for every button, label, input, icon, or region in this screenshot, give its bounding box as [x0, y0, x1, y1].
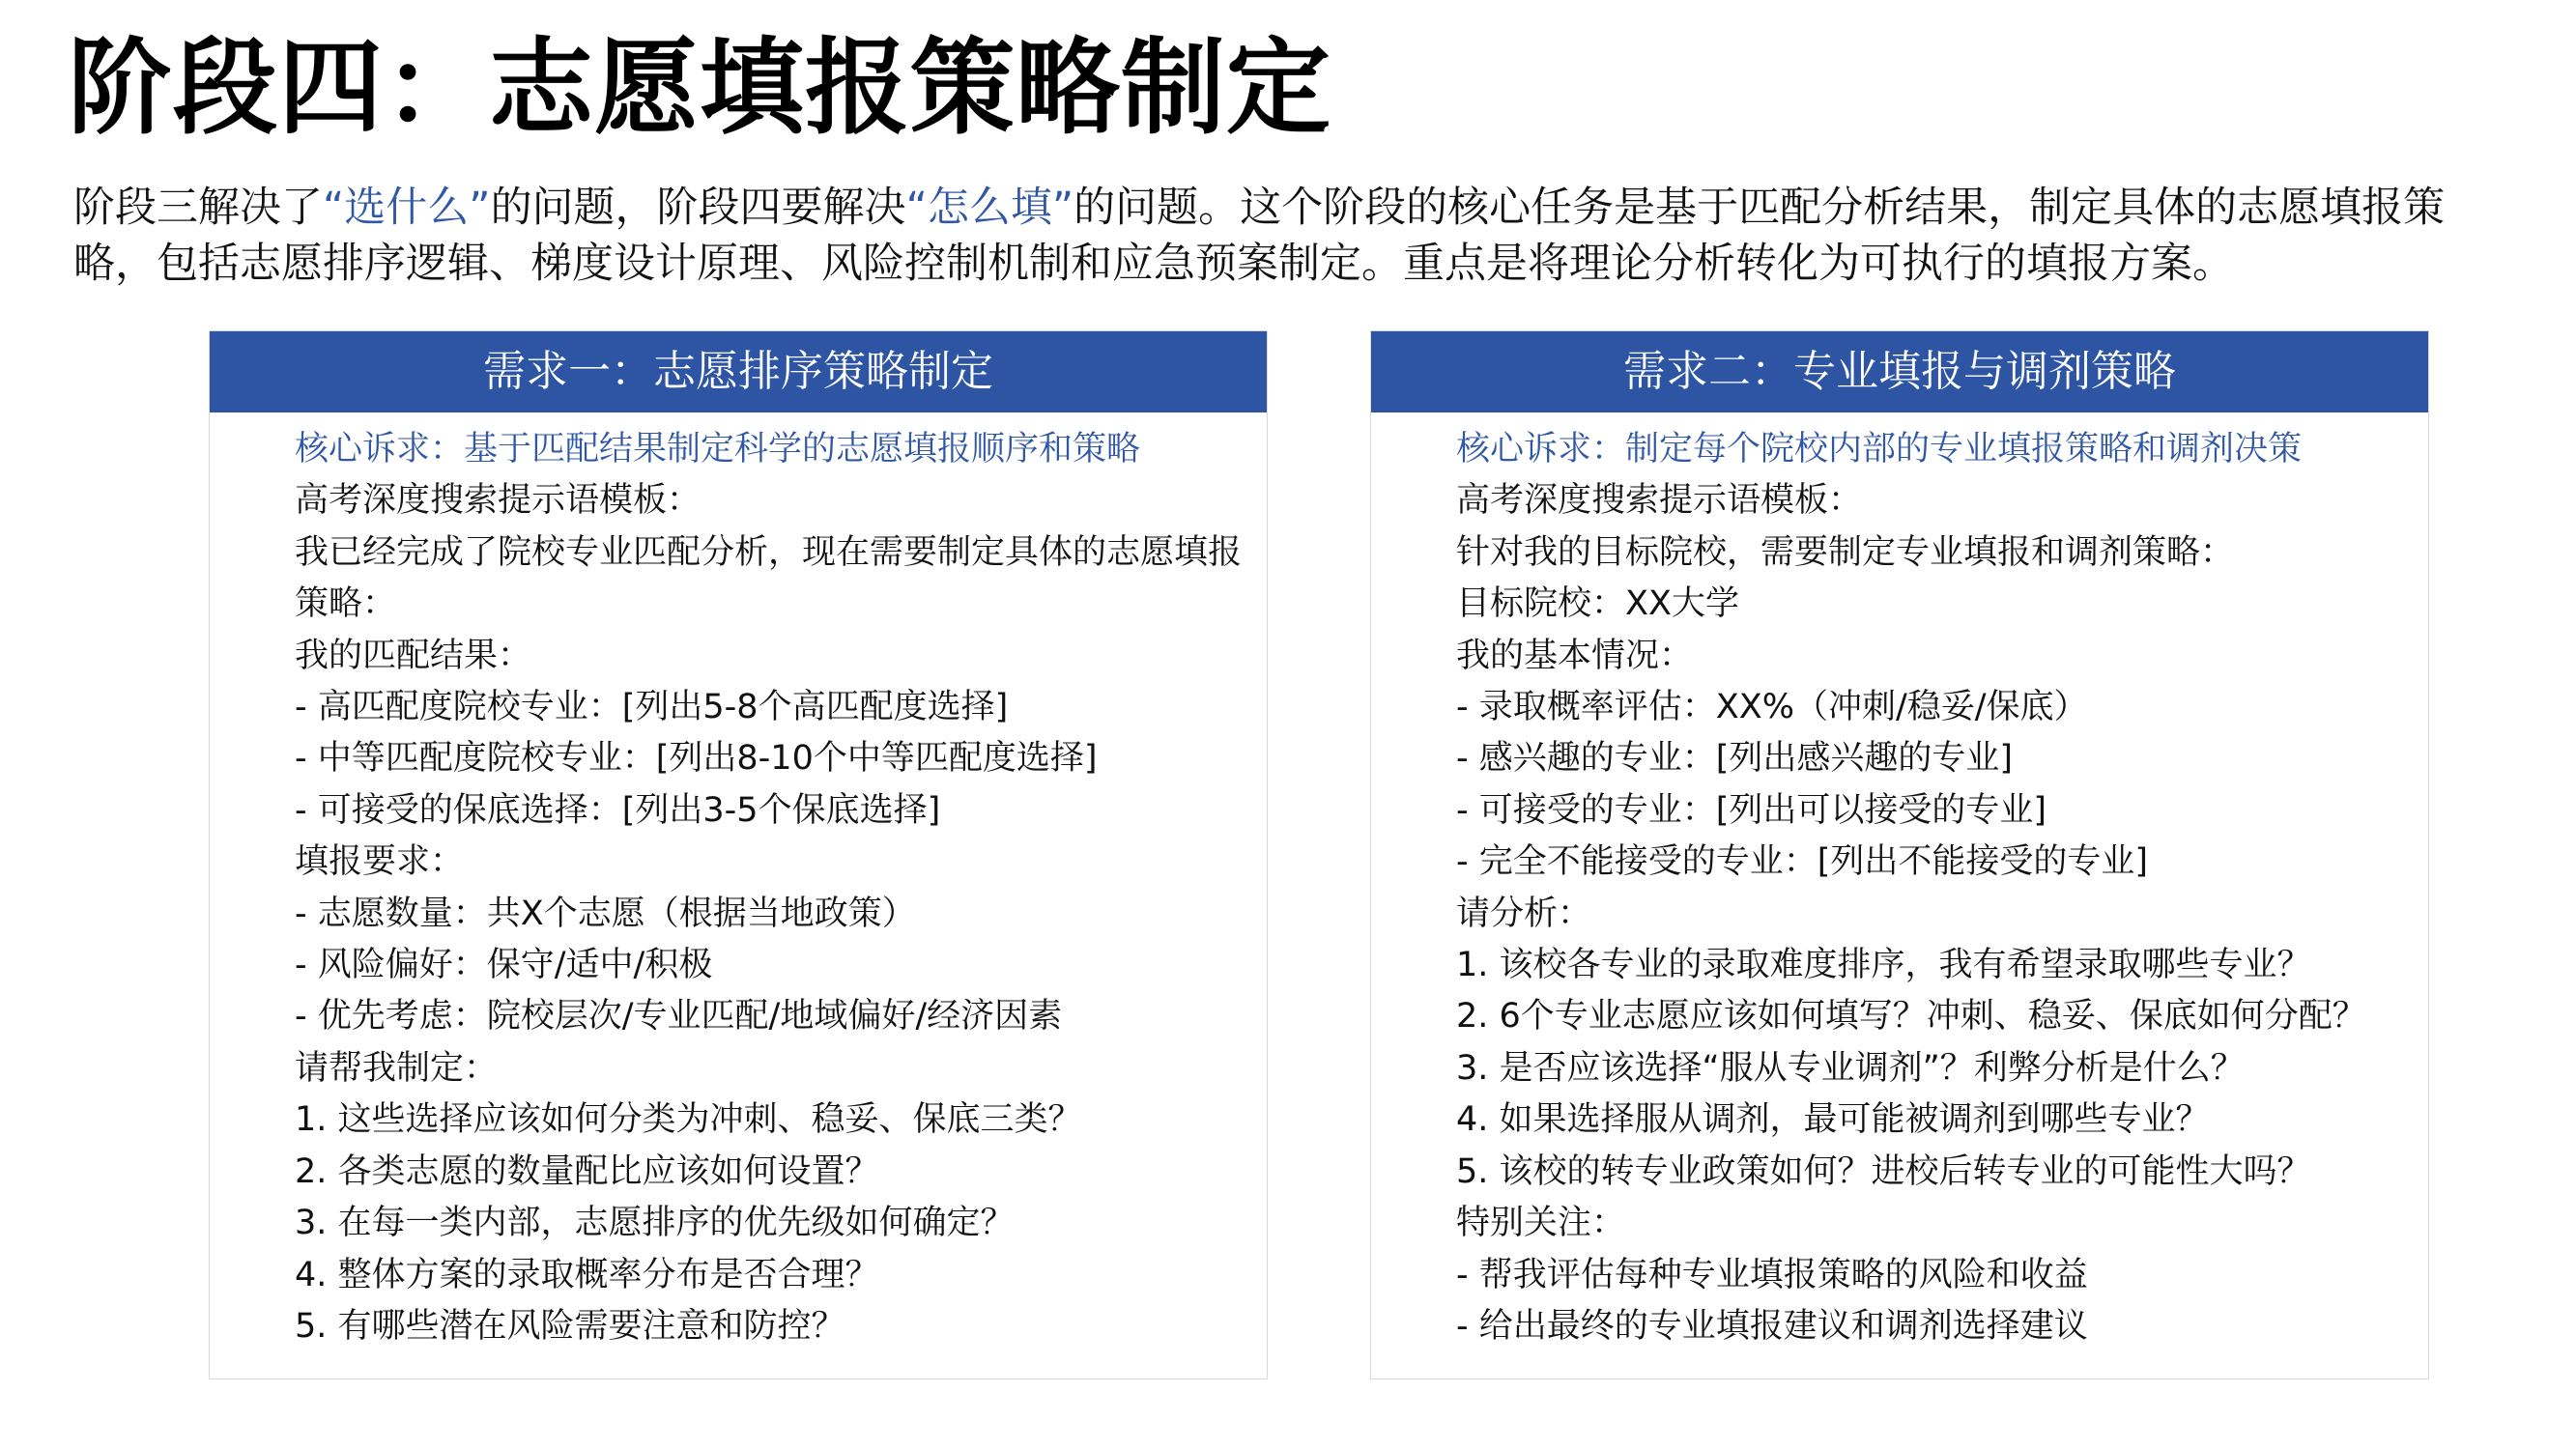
- list-item: - 录取概率评估：XX%（冲刺/稳妥/保底）: [1456, 688, 2088, 727]
- prompt-line: 针对我的目标院校，需要制定专业填报和调剂策略：: [1456, 532, 2235, 572]
- section-heading: 我的基本情况：: [1456, 636, 1694, 675]
- intro-text-3: 的问题。这个阶段的核心任务是基于匹配分析结果，制定具体的志愿填报策略，包括志愿排序逻辑、梯度设计原理、风险控制机制和应急预案制定。重点是将理论分析转化为可执行的填报方案。: [73, 184, 2446, 288]
- list-item: - 帮我评估每种专业填报策略的风险和收益: [1456, 1255, 2088, 1294]
- intro-text-1: 阶段三解决了: [73, 184, 323, 232]
- section-heading: 请帮我制定：: [295, 1048, 499, 1088]
- list-item: 1. 该校各专业的录取难度排序，我有希望录取哪些专业？: [1456, 946, 2311, 985]
- card-header: 需求一：志愿排序策略制定: [210, 331, 1267, 412]
- list-item: - 可接受的保底选择：[列出3-5个保底选择]: [295, 790, 941, 830]
- list-item: - 优先考虑：院校层次/专业匹配/地域偏好/经济因素: [295, 997, 1063, 1037]
- requirement-card-1: [209, 330, 1268, 1379]
- template-heading: 高考深度搜索提示语模板：: [295, 481, 701, 521]
- section-heading: 特别关注：: [1456, 1204, 1626, 1243]
- list-item: 4. 整体方案的录取概率分布是否合理？: [295, 1255, 879, 1294]
- page-title: 阶段四：志愿填报策略制定: [68, 28, 1332, 149]
- card-body: [210, 412, 1267, 1352]
- list-item: 3. 是否应该选择“服从专业调剂”？利弊分析是什么？: [1456, 1048, 2245, 1088]
- template-heading: 高考深度搜索提示语模板：: [1456, 481, 1863, 521]
- list-item: 1. 这些选择应该如何分类为冲刺、稳妥、保底三类？: [295, 1100, 1082, 1140]
- list-item: 2. 6个专业志愿应该如何填写？冲刺、稳妥、保底如何分配？: [1456, 997, 2366, 1037]
- list-item: 4. 如果选择服从调剂，最可能被调剂到哪些专业？: [1456, 1100, 2210, 1140]
- card-body: [1371, 412, 2428, 1352]
- list-item: - 风险偏好：保守/适中/积极: [295, 946, 713, 985]
- intro-highlight-what: “选什么”: [323, 184, 491, 232]
- core-demand: 核心诉求：基于匹配结果制定科学的志愿填报顺序和策略: [295, 430, 1141, 469]
- list-item: - 高匹配度院校专业：[列出5-8个高匹配度选择]: [295, 688, 1009, 727]
- list-item: - 可接受的专业：[列出可以接受的专业]: [1456, 790, 2047, 830]
- intro-paragraph: [73, 180, 2528, 292]
- section-heading: 请分析：: [1456, 894, 1592, 933]
- list-item: 5. 有哪些潜在风险需要注意和防控？: [295, 1306, 845, 1346]
- list-item: - 中等匹配度院校专业：[列出8-10个中等匹配度选择]: [295, 739, 1098, 779]
- list-item: 2. 各类志愿的数量配比应该如何设置？: [295, 1151, 879, 1191]
- list-item: - 完全不能接受的专业：[列出不能接受的专业]: [1456, 842, 2149, 882]
- list-item: 3. 在每一类内部，志愿排序的优先级如何确定？: [295, 1204, 1015, 1243]
- list-item: - 志愿数量：共X个志愿（根据当地政策）: [295, 894, 916, 933]
- intro-highlight-how: “怎么填”: [905, 184, 1074, 232]
- list-item: 5. 该校的转专业政策如何？进校后转专业的可能性大吗？: [1456, 1151, 2311, 1191]
- section-heading: 我的匹配结果：: [295, 636, 532, 675]
- core-demand: 核心诉求：制定每个院校内部的专业填报策略和调剂决策: [1456, 430, 2303, 469]
- requirement-card-2: [1370, 330, 2429, 1379]
- intro-text-2: 的问题，阶段四要解决: [490, 184, 906, 232]
- list-item: - 感兴趣的专业：[列出感兴趣的专业]: [1456, 739, 2014, 779]
- section-heading: 填报要求：: [295, 842, 465, 882]
- list-item: - 给出最终的专业填报建议和调剂选择建议: [1456, 1306, 2088, 1346]
- prompt-line: 我已经完成了院校专业匹配分析，现在需要制定具体的志愿填报策略：: [295, 532, 1243, 624]
- card-header: 需求二：专业填报与调剂策略: [1371, 331, 2428, 412]
- target-school: 目标院校：XX大学: [1456, 584, 1739, 624]
